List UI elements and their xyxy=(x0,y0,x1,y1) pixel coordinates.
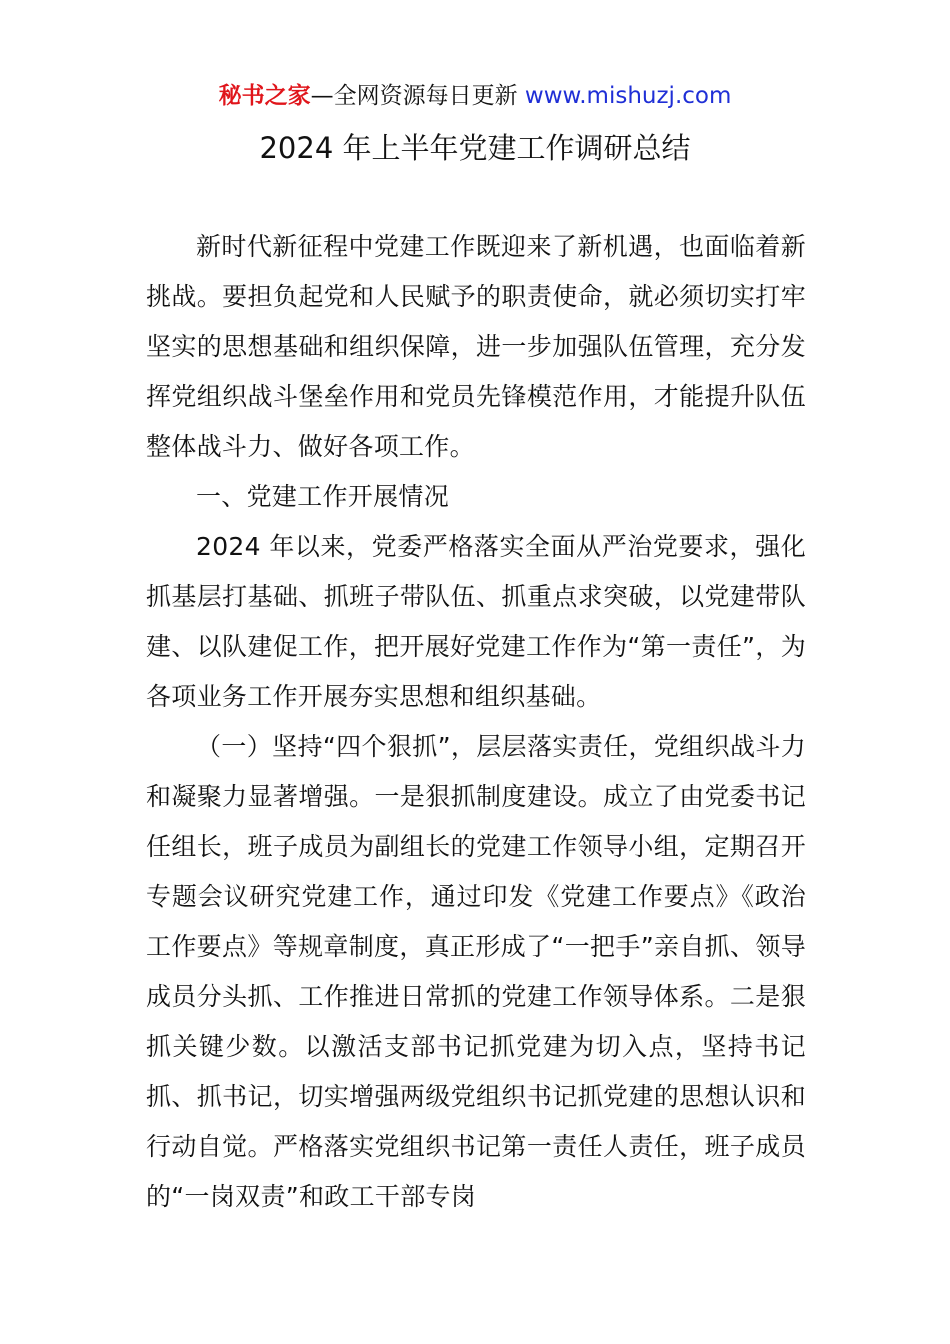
document-body xyxy=(146,222,806,1222)
site-url-link[interactable]: www.mishuzj.com xyxy=(524,83,732,109)
body-paragraph: 2024 年以来，党委严格落实全面从严治党要求，强化抓基层打基础、抓班子带队伍、抓重点求突破，以党建带队建、以队建促工作，把开展好党建工作作为“第一责任”，为各项业务工作开展夯实思想和组织基础。 xyxy=(146,532,806,711)
intro-paragraph: 新时代新征程中党建工作既迎来了新机遇，也面临着新挑战。要担负起党和人民赋予的职责使命，就必须切实打牢坚实的思想基础和组织保障，进一步加强队伍管理，充分发挥党组织战斗堡垒作用和党员先锋模范作用，才能提升队伍整体战斗力、做好各项工作。 xyxy=(146,232,806,461)
document-title: 2024 年上半年党建工作调研总结 xyxy=(259,131,691,165)
site-header xyxy=(0,78,950,114)
section-heading: 一、党建工作开展情况 xyxy=(196,482,450,511)
brand-name: 秘书之家 xyxy=(218,83,311,109)
body-paragraph: （一）坚持“四个狠抓”，层层落实责任，党组织战斗力和凝聚力显著增强。一是狠抓制度建设。成立了由党委书记任组长，班子成员为副组长的党建工作领导小组，定期召开专题会议研究党建工作，通过印发《党建工作要点》《政治工作要点》等规章制度，真正形成了“一把手”亲自抓、领导成员分头抓、工作推进日常抓的党建工作领导体系。二是狠抓关键少数。以激活支部书记抓党建为切入点，坚持书记抓、抓书记，切实增强两级党组织书记抓党建的思想认识和行动自觉。严格落实党组织书记第一责任人责任，班子成员的“一岗双责”和政工干部专岗 xyxy=(146,732,806,1211)
header-tagline: —全网资源每日更新 xyxy=(310,83,525,109)
